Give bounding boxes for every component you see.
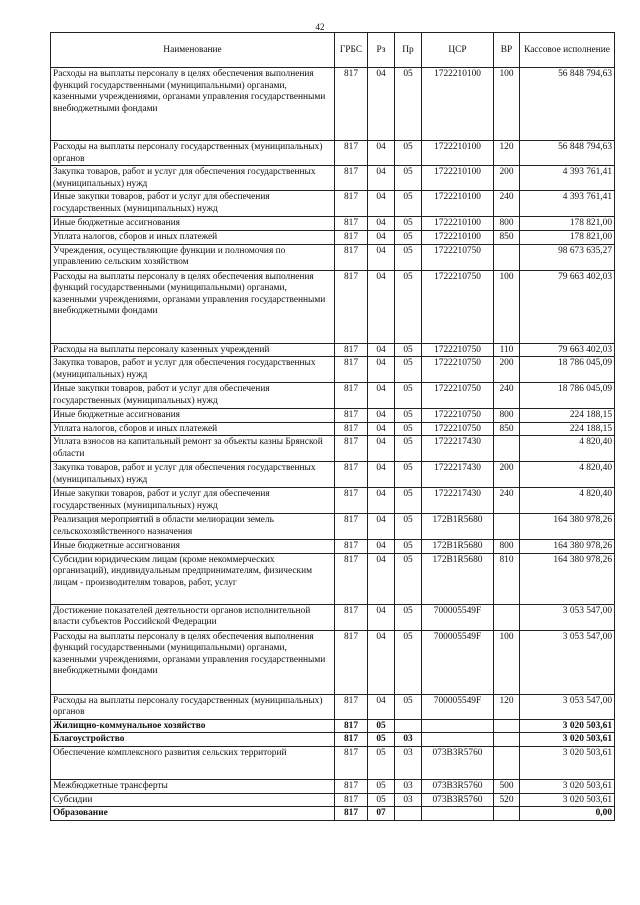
cell-rz: 05 xyxy=(368,746,395,779)
cell-vr xyxy=(494,436,520,462)
table-row xyxy=(51,141,615,166)
cell-name: Уплата налогов, сборов и иных платежей xyxy=(51,422,335,436)
cell-grbs: 817 xyxy=(335,68,368,141)
cell-rz: 04 xyxy=(368,539,395,553)
table-row xyxy=(51,719,615,733)
cell-csr: 1722210750 xyxy=(422,270,494,343)
table-row xyxy=(51,694,615,719)
cell-rz: 04 xyxy=(368,462,395,488)
cell-grbs: 817 xyxy=(335,230,368,244)
table-body xyxy=(51,68,615,821)
cell-csr: 700005549F xyxy=(422,604,494,630)
cell-vr xyxy=(494,733,520,747)
cell-rz: 04 xyxy=(368,191,395,217)
cell-sum: 164 380 978,26 xyxy=(520,553,615,604)
cell-pr: 05 xyxy=(395,422,422,436)
cell-sum: 79 663 402,03 xyxy=(520,270,615,343)
cell-rz: 04 xyxy=(368,383,395,409)
cell-grbs: 817 xyxy=(335,746,368,779)
cell-pr xyxy=(395,719,422,733)
header-pr: Пр xyxy=(395,33,422,68)
cell-pr: 05 xyxy=(395,630,422,694)
cell-vr: 240 xyxy=(494,488,520,514)
cell-csr: 1722210100 xyxy=(422,166,494,191)
cell-sum: 4 820,40 xyxy=(520,436,615,462)
cell-csr: 700005549F xyxy=(422,694,494,719)
cell-sum: 4 393 761,41 xyxy=(520,191,615,217)
cell-csr: 172В1R5680 xyxy=(422,553,494,604)
cell-vr: 100 xyxy=(494,630,520,694)
cell-csr: 172В1R5680 xyxy=(422,514,494,539)
cell-pr: 05 xyxy=(395,436,422,462)
cell-name: Субсидии xyxy=(51,793,335,807)
header-rz: Рз xyxy=(368,33,395,68)
table-row xyxy=(51,191,615,217)
cell-vr: 200 xyxy=(494,166,520,191)
table-row xyxy=(51,746,615,779)
cell-csr: 073В3R5760 xyxy=(422,779,494,793)
cell-grbs: 817 xyxy=(335,604,368,630)
cell-rz: 05 xyxy=(368,719,395,733)
cell-sum: 98 673 635,27 xyxy=(520,244,615,270)
cell-pr xyxy=(395,807,422,821)
cell-csr: 172В1R5680 xyxy=(422,539,494,553)
table-row xyxy=(51,514,615,539)
cell-pr: 05 xyxy=(395,488,422,514)
cell-sum: 4 820,40 xyxy=(520,488,615,514)
cell-name: Уплата налогов, сборов и иных платежей xyxy=(51,230,335,244)
cell-grbs: 817 xyxy=(335,733,368,747)
cell-name: Иные бюджетные ассигнования xyxy=(51,539,335,553)
cell-csr: 1722210100 xyxy=(422,141,494,166)
cell-csr: 1722217430 xyxy=(422,436,494,462)
cell-pr: 05 xyxy=(395,694,422,719)
cell-grbs: 817 xyxy=(335,553,368,604)
cell-grbs: 817 xyxy=(335,409,368,423)
cell-rz: 04 xyxy=(368,357,395,383)
cell-csr: 1722217430 xyxy=(422,462,494,488)
cell-csr: 1722210750 xyxy=(422,244,494,270)
cell-rz: 04 xyxy=(368,217,395,231)
table-row xyxy=(51,779,615,793)
cell-sum: 164 380 978,26 xyxy=(520,539,615,553)
cell-pr: 05 xyxy=(395,514,422,539)
header-vr: ВР xyxy=(494,33,520,68)
cell-csr xyxy=(422,807,494,821)
cell-rz: 04 xyxy=(368,343,395,357)
cell-sum: 56 848 794,63 xyxy=(520,68,615,141)
table-row xyxy=(51,244,615,270)
table-header-row xyxy=(51,33,615,68)
cell-csr: 1722210750 xyxy=(422,357,494,383)
cell-name: Иные бюджетные ассигнования xyxy=(51,217,335,231)
table-row xyxy=(51,166,615,191)
table-row xyxy=(51,68,615,141)
cell-vr: 800 xyxy=(494,409,520,423)
cell-pr: 05 xyxy=(395,462,422,488)
cell-name: Реализация мероприятий в области мелиорации земель сельскохозяйственного назначения xyxy=(51,514,335,539)
cell-rz: 05 xyxy=(368,779,395,793)
cell-vr xyxy=(494,746,520,779)
cell-grbs: 817 xyxy=(335,630,368,694)
cell-name: Уплата взносов на капитальный ремонт за объекты казны Брянской области xyxy=(51,436,335,462)
cell-rz: 04 xyxy=(368,630,395,694)
cell-name: Учреждения, осуществляющие функции и полномочия по управлению сельским хозяйством xyxy=(51,244,335,270)
cell-name: Обеспечение комплексного развития сельских территорий xyxy=(51,746,335,779)
cell-csr: 073В3R5760 xyxy=(422,746,494,779)
cell-name: Образование xyxy=(51,807,335,821)
cell-pr: 05 xyxy=(395,270,422,343)
header-name: Наименование xyxy=(51,33,335,68)
cell-pr: 03 xyxy=(395,746,422,779)
cell-vr: 120 xyxy=(494,141,520,166)
cell-name: Достижение показателей деятельности органов исполнительной власти субъектов Российской Федерации xyxy=(51,604,335,630)
cell-pr: 05 xyxy=(395,191,422,217)
cell-pr: 05 xyxy=(395,409,422,423)
cell-name: Закупка товаров, работ и услуг для обеспечения государственных (муниципальных) нужд xyxy=(51,357,335,383)
cell-vr: 110 xyxy=(494,343,520,357)
cell-pr: 03 xyxy=(395,733,422,747)
table-row xyxy=(51,409,615,423)
cell-vr: 800 xyxy=(494,539,520,553)
cell-rz: 04 xyxy=(368,166,395,191)
cell-csr xyxy=(422,733,494,747)
cell-grbs: 817 xyxy=(335,343,368,357)
table-row xyxy=(51,383,615,409)
cell-vr: 200 xyxy=(494,462,520,488)
cell-pr: 05 xyxy=(395,383,422,409)
table-row xyxy=(51,630,615,694)
cell-grbs: 817 xyxy=(335,422,368,436)
cell-grbs: 817 xyxy=(335,462,368,488)
cell-csr: 1722210100 xyxy=(422,217,494,231)
cell-pr: 05 xyxy=(395,68,422,141)
cell-rz: 05 xyxy=(368,793,395,807)
cell-pr: 05 xyxy=(395,230,422,244)
cell-vr: 200 xyxy=(494,357,520,383)
table-row xyxy=(51,733,615,747)
cell-name: Жилищно-коммунальное хозяйство xyxy=(51,719,335,733)
cell-sum: 0,00 xyxy=(520,807,615,821)
cell-rz: 04 xyxy=(368,553,395,604)
cell-name: Межбюджетные трансферты xyxy=(51,779,335,793)
cell-sum: 3 053 547,00 xyxy=(520,694,615,719)
table-row xyxy=(51,488,615,514)
cell-vr xyxy=(494,514,520,539)
cell-pr: 03 xyxy=(395,793,422,807)
cell-rz: 04 xyxy=(368,604,395,630)
cell-grbs: 817 xyxy=(335,719,368,733)
cell-vr xyxy=(494,807,520,821)
cell-grbs: 817 xyxy=(335,141,368,166)
cell-sum: 3 020 503,61 xyxy=(520,733,615,747)
cell-sum: 4 820,40 xyxy=(520,462,615,488)
cell-vr: 120 xyxy=(494,694,520,719)
cell-sum: 3 020 503,61 xyxy=(520,746,615,779)
table-row xyxy=(51,217,615,231)
cell-vr: 800 xyxy=(494,217,520,231)
cell-sum: 224 188,15 xyxy=(520,409,615,423)
cell-sum: 18 786 045,09 xyxy=(520,383,615,409)
cell-sum: 18 786 045,09 xyxy=(520,357,615,383)
cell-name: Расходы на выплаты персоналу государственных (муниципальных) органов xyxy=(51,694,335,719)
cell-rz: 04 xyxy=(368,68,395,141)
cell-csr: 700005549F xyxy=(422,630,494,694)
cell-vr: 100 xyxy=(494,270,520,343)
cell-name: Благоустройство xyxy=(51,733,335,747)
table-row xyxy=(51,343,615,357)
cell-rz: 05 xyxy=(368,733,395,747)
cell-name: Иные бюджетные ассигнования xyxy=(51,409,335,423)
cell-rz: 04 xyxy=(368,436,395,462)
cell-pr: 05 xyxy=(395,539,422,553)
cell-name: Расходы на выплаты персоналу в целях обеспечения выполнения функций государственными (муниципальными) органами, казенными учреждениями, органами управления государственными внебюджетными фондами xyxy=(51,630,335,694)
cell-rz: 04 xyxy=(368,694,395,719)
cell-csr: 1722210100 xyxy=(422,191,494,217)
budget-table xyxy=(50,32,615,821)
cell-name: Расходы на выплаты персоналу казенных учреждений xyxy=(51,343,335,357)
cell-pr: 05 xyxy=(395,217,422,231)
cell-sum: 3 053 547,00 xyxy=(520,604,615,630)
table-row xyxy=(51,436,615,462)
cell-sum: 3 020 503,61 xyxy=(520,793,615,807)
cell-sum: 4 393 761,41 xyxy=(520,166,615,191)
cell-sum: 56 848 794,63 xyxy=(520,141,615,166)
cell-grbs: 817 xyxy=(335,357,368,383)
table-row xyxy=(51,462,615,488)
cell-sum: 178 821,00 xyxy=(520,217,615,231)
cell-sum: 79 663 402,03 xyxy=(520,343,615,357)
cell-sum: 3 053 547,00 xyxy=(520,630,615,694)
cell-vr xyxy=(494,244,520,270)
cell-pr: 05 xyxy=(395,166,422,191)
cell-pr: 05 xyxy=(395,357,422,383)
cell-rz: 04 xyxy=(368,230,395,244)
cell-csr xyxy=(422,719,494,733)
cell-grbs: 817 xyxy=(335,514,368,539)
cell-vr: 850 xyxy=(494,422,520,436)
cell-vr: 240 xyxy=(494,383,520,409)
cell-rz: 04 xyxy=(368,409,395,423)
cell-sum: 224 188,15 xyxy=(520,422,615,436)
cell-grbs: 817 xyxy=(335,436,368,462)
cell-sum: 164 380 978,26 xyxy=(520,514,615,539)
cell-grbs: 817 xyxy=(335,244,368,270)
table-row xyxy=(51,553,615,604)
cell-csr: 1722210100 xyxy=(422,68,494,141)
cell-rz: 04 xyxy=(368,270,395,343)
cell-pr: 05 xyxy=(395,141,422,166)
cell-csr: 1722210750 xyxy=(422,343,494,357)
table-row xyxy=(51,807,615,821)
cell-grbs: 817 xyxy=(335,488,368,514)
cell-grbs: 817 xyxy=(335,539,368,553)
cell-csr: 1722210750 xyxy=(422,422,494,436)
table-row xyxy=(51,604,615,630)
cell-pr: 05 xyxy=(395,244,422,270)
cell-name: Расходы на выплаты персоналу государственных (муниципальных) органов xyxy=(51,141,335,166)
table-row xyxy=(51,270,615,343)
cell-sum: 178 821,00 xyxy=(520,230,615,244)
cell-rz: 04 xyxy=(368,514,395,539)
cell-grbs: 817 xyxy=(335,807,368,821)
table-row xyxy=(51,422,615,436)
header-csr: ЦСР xyxy=(422,33,494,68)
cell-rz: 07 xyxy=(368,807,395,821)
cell-rz: 04 xyxy=(368,488,395,514)
cell-vr: 100 xyxy=(494,68,520,141)
table-row xyxy=(51,230,615,244)
cell-grbs: 817 xyxy=(335,779,368,793)
cell-vr: 500 xyxy=(494,779,520,793)
cell-pr: 05 xyxy=(395,604,422,630)
cell-grbs: 817 xyxy=(335,793,368,807)
cell-name: Расходы на выплаты персоналу в целях обеспечения выполнения функций государственными (муниципальными) органами, казенными учреждениями, органами управления государственными внебюджетными фондами xyxy=(51,68,335,141)
cell-vr: 520 xyxy=(494,793,520,807)
header-grbs: ГРБС xyxy=(335,33,368,68)
cell-name: Закупка товаров, работ и услуг для обеспечения государственных (муниципальных) нужд xyxy=(51,462,335,488)
cell-name: Субсидии юридическим лицам (кроме некоммерческих организаций), индивидуальным предпринимателям, физическим лицам - производителям товаров, работ, услуг xyxy=(51,553,335,604)
cell-grbs: 817 xyxy=(335,694,368,719)
table-row xyxy=(51,793,615,807)
cell-vr: 240 xyxy=(494,191,520,217)
cell-name: Иные закупки товаров, работ и услуг для обеспечения государственных (муниципальных) нужд xyxy=(51,383,335,409)
page-number: 42 xyxy=(315,22,325,32)
cell-vr: 850 xyxy=(494,230,520,244)
header-sum: Кассовое исполнение xyxy=(520,33,615,68)
cell-rz: 04 xyxy=(368,422,395,436)
cell-grbs: 817 xyxy=(335,191,368,217)
cell-vr xyxy=(494,604,520,630)
cell-csr: 1722217430 xyxy=(422,488,494,514)
table-row xyxy=(51,357,615,383)
cell-name: Иные закупки товаров, работ и услуг для обеспечения государственных (муниципальных) нужд xyxy=(51,488,335,514)
cell-csr: 073В3R5760 xyxy=(422,793,494,807)
cell-name: Расходы на выплаты персоналу в целях обеспечения выполнения функций государственными (муниципальными) органами, казенными учреждениями, органами управления государственными внебюджетными фондами xyxy=(51,270,335,343)
cell-pr: 03 xyxy=(395,779,422,793)
table-row xyxy=(51,539,615,553)
cell-grbs: 817 xyxy=(335,217,368,231)
cell-csr: 1722210100 xyxy=(422,230,494,244)
cell-vr xyxy=(494,719,520,733)
cell-name: Закупка товаров, работ и услуг для обеспечения государственных (муниципальных) нужд xyxy=(51,166,335,191)
cell-grbs: 817 xyxy=(335,383,368,409)
cell-rz: 04 xyxy=(368,141,395,166)
cell-sum: 3 020 503,61 xyxy=(520,719,615,733)
cell-csr: 1722210750 xyxy=(422,383,494,409)
cell-grbs: 817 xyxy=(335,270,368,343)
cell-sum: 3 020 503,61 xyxy=(520,779,615,793)
cell-pr: 05 xyxy=(395,553,422,604)
cell-name: Иные закупки товаров, работ и услуг для обеспечения государственных (муниципальных) нужд xyxy=(51,191,335,217)
cell-grbs: 817 xyxy=(335,166,368,191)
cell-rz: 04 xyxy=(368,244,395,270)
cell-pr: 05 xyxy=(395,343,422,357)
cell-vr: 810 xyxy=(494,553,520,604)
cell-csr: 1722210750 xyxy=(422,409,494,423)
